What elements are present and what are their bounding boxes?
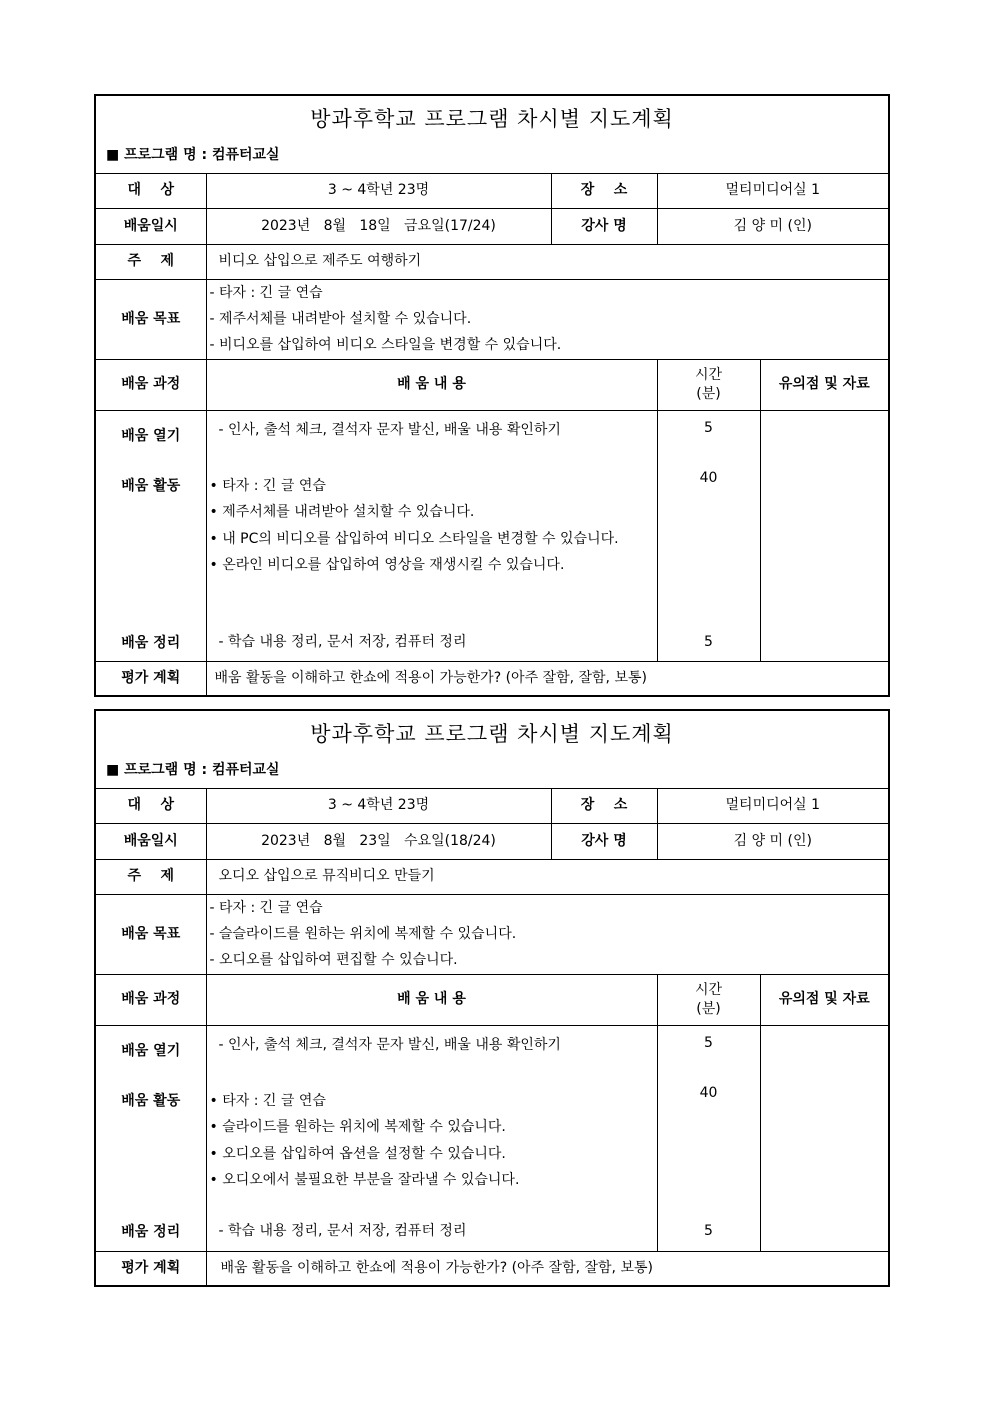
activity-list <box>210 1088 651 1194</box>
closing-time: 5 <box>704 1222 713 1239</box>
opening-content: - 인사, 출석 체크, 결석자 문자 발신, 배울 내용 확인하기 <box>218 421 561 438</box>
eval-value: 배움 활동을 이해하고 한쇼에 적용이 가능한가? (아주 잘함, 잘함, 보통) <box>206 1251 889 1286</box>
teacher-label: 강사 명 <box>551 208 657 244</box>
activity-item: • 타자 : 긴 글 연습 <box>209 1092 326 1109</box>
teacher-value: 김 양 미 (인) <box>657 208 889 244</box>
stage-opening: 배움 열기 <box>121 427 181 444</box>
date-value: 2023년 8월 18일 금요일(17/24) <box>206 208 551 244</box>
lesson-plan-table-2 <box>94 709 890 1287</box>
place-label: 장 소 <box>551 788 657 823</box>
eval-label: 평가 계획 <box>95 661 206 696</box>
lesson-plan-table-1 <box>94 94 890 697</box>
stage-closing: 배움 정리 <box>121 634 181 651</box>
program-name: ■ 프로그램 명 : 컴퓨터교실 <box>95 139 889 173</box>
stage-activity: 배움 활동 <box>121 1092 181 1109</box>
notes-label: 유의점 및 자료 <box>760 974 889 1025</box>
program-name: ■ 프로그램 명 : 컴퓨터교실 <box>95 754 889 788</box>
plan-title: 방과후학교 프로그램 차시별 지도계획 <box>95 710 889 754</box>
goals-label: 배움 목표 <box>95 279 206 359</box>
stage-activity: 배움 활동 <box>121 477 181 494</box>
activity-item: • 온라인 비디오를 삽입하여 영상을 재생시킬 수 있습니다. <box>209 557 565 573</box>
goal-item: - 제주서체를 내려받아 설치할 수 있습니다. <box>209 311 472 327</box>
date-label: 배움일시 <box>95 823 206 859</box>
process-stages <box>95 1025 206 1251</box>
goal-item: - 오디오를 삽입하여 편집할 수 있습니다. <box>209 952 458 968</box>
goal-item: - 타자 : 긴 글 연습 <box>209 900 323 916</box>
target-label: 대 상 <box>95 788 206 823</box>
notes-value <box>760 1025 889 1251</box>
topic-value: 오디오 삽입으로 뮤직비디오 만들기 <box>206 859 889 894</box>
eval-label: 평가 계획 <box>95 1251 206 1286</box>
content-body <box>206 1025 657 1251</box>
process-label: 배움 과정 <box>95 974 206 1025</box>
place-label: 장 소 <box>551 173 657 208</box>
place-value: 멀티미디어실 1 <box>657 788 889 823</box>
opening-time: 5 <box>704 419 713 436</box>
target-value: 3 ~ 4학년 23명 <box>206 173 551 208</box>
closing-content: - 학습 내용 정리, 문서 저장, 컴퓨터 정리 <box>218 1222 467 1239</box>
topic-label: 주 제 <box>95 244 206 279</box>
closing-content: - 학습 내용 정리, 문서 저장, 컴퓨터 정리 <box>218 633 467 650</box>
process-stages <box>95 410 206 661</box>
activity-item: • 제주서체를 내려받아 설치할 수 있습니다. <box>209 504 475 520</box>
notes-value <box>760 410 889 661</box>
process-label: 배움 과정 <box>95 359 206 410</box>
time-values <box>657 1025 760 1251</box>
goal-item: - 비디오를 삽입하여 비디오 스타일을 변경할 수 있습니다. <box>209 337 562 353</box>
teacher-label: 강사 명 <box>551 823 657 859</box>
stage-closing: 배움 정리 <box>121 1223 181 1240</box>
goal-item: - 타자 : 긴 글 연습 <box>209 285 323 301</box>
opening-content: - 인사, 출석 체크, 결석자 문자 발신, 배울 내용 확인하기 <box>218 1036 561 1053</box>
time-label: 시간 (분) <box>657 974 760 1025</box>
plan-title: 방과후학교 프로그램 차시별 지도계획 <box>95 95 889 139</box>
goals-list <box>206 279 889 359</box>
stage-opening: 배움 열기 <box>121 1042 181 1059</box>
activity-time: 40 <box>699 1084 718 1101</box>
content-label: 배 움 내 용 <box>206 974 657 1025</box>
activity-list <box>210 473 651 579</box>
closing-time: 5 <box>704 633 713 650</box>
topic-value: 비디오 삽입으로 제주도 여행하기 <box>206 244 889 279</box>
activity-item: • 오디오를 삽입하여 옵션을 설정할 수 있습니다. <box>209 1145 506 1162</box>
activity-time: 40 <box>699 469 718 486</box>
topic-label: 주 제 <box>95 859 206 894</box>
goal-item: - 슬슬라이드를 원하는 위치에 복제할 수 있습니다. <box>209 926 517 942</box>
content-label: 배 움 내 용 <box>206 359 657 410</box>
eval-value: 배움 활동을 이해하고 한쇼에 적용이 가능한가? (아주 잘함, 잘함, 보통) <box>206 661 889 696</box>
time-values <box>657 410 760 661</box>
activity-item: • 슬라이드를 원하는 위치에 복제할 수 있습니다. <box>209 1119 506 1135</box>
goals-list <box>206 894 889 974</box>
date-label: 배움일시 <box>95 208 206 244</box>
activity-item: • 내 PC의 비디오를 삽입하여 비디오 스타일을 변경할 수 있습니다. <box>209 530 619 547</box>
content-body <box>206 410 657 661</box>
goals-label: 배움 목표 <box>95 894 206 974</box>
place-value: 멀티미디어실 1 <box>657 173 889 208</box>
activity-item: • 타자 : 긴 글 연습 <box>209 477 326 494</box>
date-value: 2023년 8월 23일 수요일(18/24) <box>206 823 551 859</box>
target-value: 3 ~ 4학년 23명 <box>206 788 551 823</box>
time-label: 시간 (분) <box>657 359 760 410</box>
opening-time: 5 <box>704 1034 713 1051</box>
activity-item: • 오디오에서 불필요한 부분을 잘라낼 수 있습니다. <box>209 1172 520 1188</box>
teacher-value: 김 양 미 (인) <box>657 823 889 859</box>
notes-label: 유의점 및 자료 <box>760 359 889 410</box>
target-label: 대 상 <box>95 173 206 208</box>
